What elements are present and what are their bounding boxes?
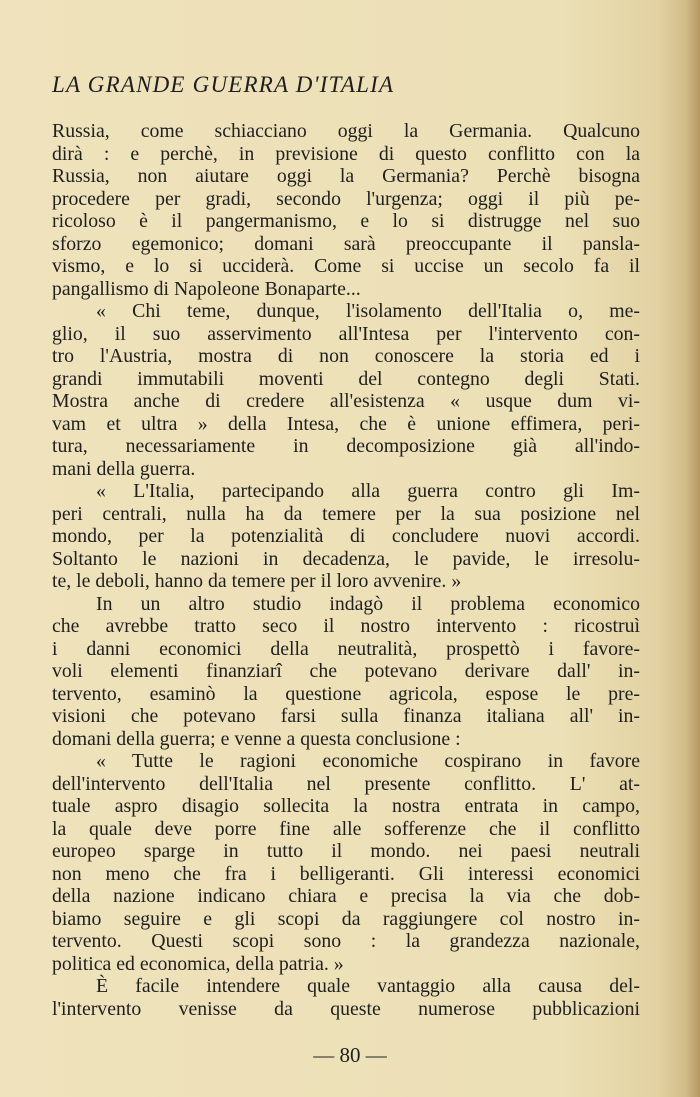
text-line: della nazione indicano chiara e precisa la via che dob- [52, 885, 640, 907]
text-line: i danni economici della neutralità, prospettò i favore- [52, 637, 640, 660]
text-line: domani della guerra; e venne a questa conclusione : [52, 727, 461, 750]
text-line: Russia, come schiacciano oggi la Germania. Qualcuno [52, 120, 640, 142]
text-line: che avrebbe tratto seco il nostro intervento : ricostruì [52, 615, 640, 637]
text-line: grandi immutabili moventi del contegno degli Stati. [52, 367, 640, 390]
paragraph [52, 480, 640, 593]
text-line: peri centrali, nulla ha da temere per la sua posizione nel [52, 502, 640, 525]
text-line: procedere per gradi, secondo l'urgenza; oggi il più pe- [52, 187, 640, 210]
text-line: mani della guerra. [52, 457, 196, 480]
running-head: LA GRANDE GUERRA D'ITALIA [52, 72, 395, 97]
text-line: sforzo egemonico; domani sarà preoccupante il pansla- [52, 232, 640, 255]
text-line: non meno che fra i belligeranti. Gli interessi economici [52, 862, 640, 885]
page-number: — 80 — [313, 1043, 387, 1067]
text-line: Mostra anche di credere all'esistenza « usque dum vi- [52, 390, 640, 412]
text-line: tura, necessariamente in decomposizione già all'indo- [52, 435, 640, 457]
text-line: mondo, per la potenzialità di concludere nuovi accordi. [52, 525, 640, 547]
text-line: biamo seguire e gli scopi da raggiungere col nostro in- [52, 907, 640, 930]
text-line: tuale aspro disagio sollecita la nostra entrata in campo, [52, 795, 640, 817]
text-line: « Chi teme, dunque, l'isolamento dell'Italia o, me- [96, 300, 640, 322]
page-edge-shadow [686, 0, 700, 1097]
text-line: voli elementi finanziarî che potevano derivare dall' in- [52, 660, 640, 682]
text-line: la quale deve porre fine alle sofferenze che il conflitto [52, 817, 640, 840]
text-line: Soltanto le nazioni in decadenza, le pavide, le irresolu- [52, 547, 640, 570]
text-line: l'intervento venisse da queste numerose pubblicazioni [52, 997, 640, 1020]
text-line: vismo, e lo si ucciderà. Come si uccise un secolo fa il [52, 255, 640, 277]
text-line: tervento. Questi scopi sono : la grandezza nazionale, [52, 930, 640, 952]
paragraph [52, 593, 640, 751]
text-line: vam et ultra » della Intesa, che è unione effimera, peri- [52, 412, 640, 435]
text-line: visioni che potevano farsi sulla finanza italiana all' in- [52, 705, 640, 727]
text-line: In un altro studio indagò il problema economico [96, 592, 640, 615]
body-text [52, 120, 640, 1020]
paragraph [52, 120, 640, 300]
paragraph [52, 750, 640, 975]
text-line: ricoloso è il pangermanismo, e lo si distrugge nel suo [52, 210, 640, 232]
text-line: europeo sparge in tutto il mondo. nei paesi neutrali [52, 840, 640, 862]
paragraph [52, 300, 640, 480]
text-line: « Tutte le ragioni economiche cospirano in favore [96, 750, 640, 772]
text-line: dell'intervento dell'Italia nel presente conflitto. L' at- [52, 772, 640, 795]
text-line: Russia, non aiutare oggi la Germania? Perchè bisogna [52, 165, 640, 187]
text-line: tervento, esaminò la questione agricola, espose le pre- [52, 682, 640, 705]
text-line: glio, il suo asservimento all'Intesa per l'intervento con- [52, 322, 640, 345]
text-line: tro l'Austria, mostra di non conoscere la storia ed i [52, 345, 640, 367]
paragraph [52, 975, 640, 1020]
text-line: pangallismo di Napoleone Bonaparte... [52, 277, 361, 300]
text-line: politica ed economica, della patria. » [52, 952, 344, 975]
text-line: te, le deboli, hanno da temere per il loro avvenire. » [52, 570, 462, 592]
text-line: dirà : e perchè, in previsione di questo conflitto con la [52, 142, 640, 165]
text-line: È facile intendere quale vantaggio alla causa del- [96, 975, 640, 997]
text-line: « L'Italia, partecipando alla guerra contro gli Im- [96, 480, 640, 502]
